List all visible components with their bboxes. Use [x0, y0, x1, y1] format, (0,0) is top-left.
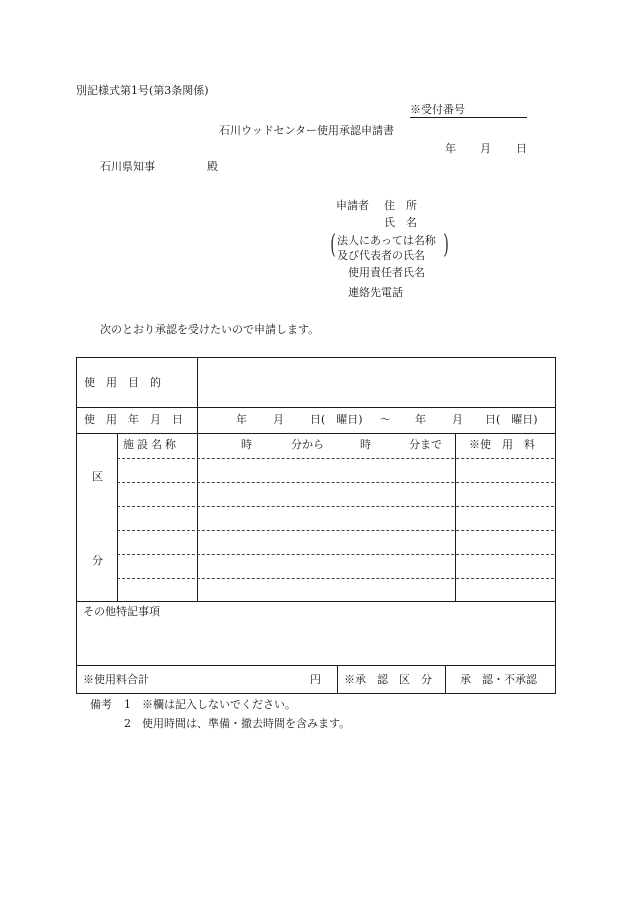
row-separator: [117, 506, 554, 507]
section-label-bottom: 分: [92, 554, 103, 567]
contact-phone-label: 連絡先電話: [348, 286, 403, 299]
addressee-honorific: 殿: [207, 160, 218, 173]
approval-category-label: ※承 認 区 分: [344, 673, 432, 686]
divider-date: [77, 433, 555, 434]
application-table: [76, 357, 556, 694]
date-end-day-weekday: 日( 曜日): [485, 413, 538, 426]
time-minute-to: 分まで: [409, 438, 442, 451]
label-column-divider: [197, 358, 198, 433]
corporate-note-line1: 法人にあっては名称: [337, 234, 436, 247]
intro-text: 次のとおり承認を受けたいので申請します。: [100, 323, 320, 336]
section-label-top: 区: [92, 470, 103, 483]
row-separator: [117, 458, 554, 459]
time-hour-from: 時: [241, 438, 252, 451]
notes-label: 備考: [90, 698, 112, 711]
addressee-name: 石川県知事: [100, 160, 155, 173]
right-brace: ): [443, 230, 449, 260]
date-range-tilde: 〜: [380, 413, 391, 426]
note-1-text: ※欄は記入しないでください。: [142, 698, 296, 711]
date-end-month: 月: [452, 413, 463, 426]
divider-purpose: [77, 407, 555, 408]
date-label: 使 用 年 月 日: [84, 413, 183, 426]
yen-unit: 円: [310, 673, 321, 686]
time-minute-from: 分から: [291, 438, 324, 451]
approval-divider: [445, 665, 446, 693]
applicant-address-label: 住 所: [384, 199, 417, 212]
time-hour-to: 時: [360, 438, 371, 451]
date-start-month: 月: [273, 413, 284, 426]
form-number: 別記様式第1号(第3条関係): [76, 84, 209, 97]
row-separator: [117, 482, 554, 483]
note-2-text: 使用時間は、準備・撤去時間を含みます。: [142, 717, 351, 730]
facility-name-header: 施設名称: [123, 438, 179, 451]
manager-name-label: 使用責任者氏名: [348, 266, 425, 279]
applicant-label: 申請者: [336, 199, 369, 212]
reception-number-label: ※受付番号: [410, 103, 465, 116]
form-title: 石川ウッドセンター使用承認申請書: [219, 124, 395, 137]
date-end-year: 年: [415, 413, 426, 426]
applicant-name-label: 氏 名: [384, 216, 417, 229]
approval-value: 承 認・不承認: [460, 673, 537, 686]
left-brace: (: [330, 230, 336, 260]
reception-number-field[interactable]: [410, 117, 527, 118]
purpose-field[interactable]: [199, 359, 554, 406]
date-start-day-weekday: 日( 曜日): [310, 413, 363, 426]
date-month: 月: [480, 142, 491, 155]
row-separator: [117, 578, 554, 579]
divider-other: [77, 665, 555, 666]
other-notes-field[interactable]: [79, 620, 553, 664]
date-start-year: 年: [236, 413, 247, 426]
other-notes-label: その他特記事項: [83, 605, 160, 618]
date-day: 日: [516, 142, 527, 155]
date-year: 年: [445, 142, 456, 155]
corporate-note-line2: 及び代表者の氏名: [337, 249, 425, 262]
note-2-number: 2: [124, 717, 131, 730]
total-divider: [337, 665, 338, 693]
row-separator: [117, 530, 554, 531]
row-separator: [117, 554, 554, 555]
divider-sections: [77, 601, 555, 602]
total-fee-label: ※使用料合計: [83, 673, 149, 686]
purpose-label: 使 用 目 的: [84, 376, 161, 389]
note-1-number: 1: [124, 698, 131, 711]
fee-header: ※使 用 料: [469, 438, 535, 451]
